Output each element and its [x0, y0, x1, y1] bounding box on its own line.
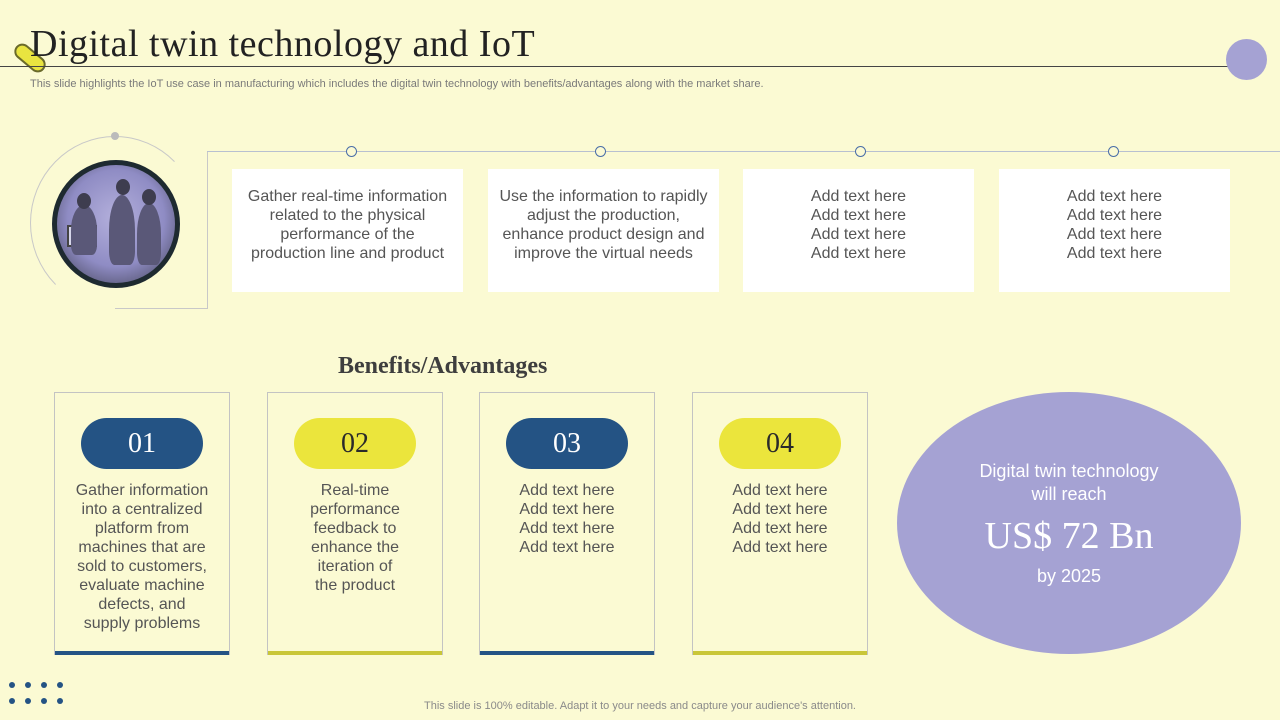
card-accent-bar	[480, 651, 654, 655]
benefit-card-3	[479, 392, 655, 655]
benefits-heading: Benefits/Advantages	[338, 353, 548, 379]
benefit-card-2	[267, 392, 443, 655]
connector-line-bottom	[115, 308, 208, 309]
person-shape	[71, 205, 97, 255]
market-value: US$ 72 Bn	[984, 515, 1154, 557]
person-head	[116, 179, 130, 195]
market-year: by 2025	[1036, 566, 1102, 586]
timeline-dot	[1108, 146, 1119, 157]
info-box-4	[999, 169, 1230, 292]
info-box-3	[743, 169, 974, 292]
person-shape	[137, 203, 161, 265]
person-shape	[109, 195, 135, 265]
card-accent-bar	[693, 651, 867, 655]
benefit-number: 03	[506, 418, 628, 469]
slide-subtitle: This slide highlights the IoT use case in manufacturing which includes the digital twin technology with benefits/advantages along with the market share.	[30, 78, 764, 90]
benefit-text: Add text here Add text here Add text here Add text here	[519, 482, 615, 556]
card-accent-bar	[268, 651, 442, 655]
card-accent-bar	[55, 651, 229, 655]
corner-circle-decoration	[1226, 39, 1267, 80]
benefit-card-1	[54, 392, 230, 655]
info-box-text: Gather real-time information related to the physical performance of the production line and product	[247, 188, 448, 262]
timeline-line	[207, 151, 1280, 152]
slide-title: Digital twin technology and IoT	[30, 23, 536, 65]
person-head	[77, 193, 91, 209]
benefit-number: 04	[719, 418, 841, 469]
slide-footer: This slide is 100% editable. Adapt it to your needs and capture your audience's attention.	[424, 700, 856, 712]
benefit-card-4	[692, 392, 868, 655]
benefit-number: 02	[294, 418, 416, 469]
person-head	[142, 189, 156, 205]
benefit-number: 01	[81, 418, 203, 469]
benefit-text: Gather information into a centralized platform from machines that are sold to customers, evaluate machine defects, and supply problems	[75, 482, 209, 632]
market-text: Digital twin technology will reach	[979, 461, 1159, 504]
timeline-dot	[855, 146, 866, 157]
timeline-dot	[595, 146, 606, 157]
info-box-2	[488, 169, 719, 292]
team-photo	[52, 160, 180, 288]
arc-dot	[111, 132, 119, 140]
benefit-text: Real-time performance feedback to enhance the iteration of the product	[310, 482, 400, 594]
info-box-text: Use the information to rapidly adjust the production, enhance product design and improve the virtual needs	[499, 188, 708, 262]
title-divider	[0, 66, 1232, 67]
info-box-text: Add text here Add text here Add text here Add text here	[810, 188, 907, 262]
info-box-text: Add text here Add text here Add text here Add text here	[1066, 188, 1163, 262]
connector-line	[207, 151, 208, 309]
info-box-1	[232, 169, 463, 292]
benefit-text: Add text here Add text here Add text here Add text here	[732, 482, 828, 556]
market-share-blob	[897, 392, 1241, 654]
timeline-dot	[346, 146, 357, 157]
